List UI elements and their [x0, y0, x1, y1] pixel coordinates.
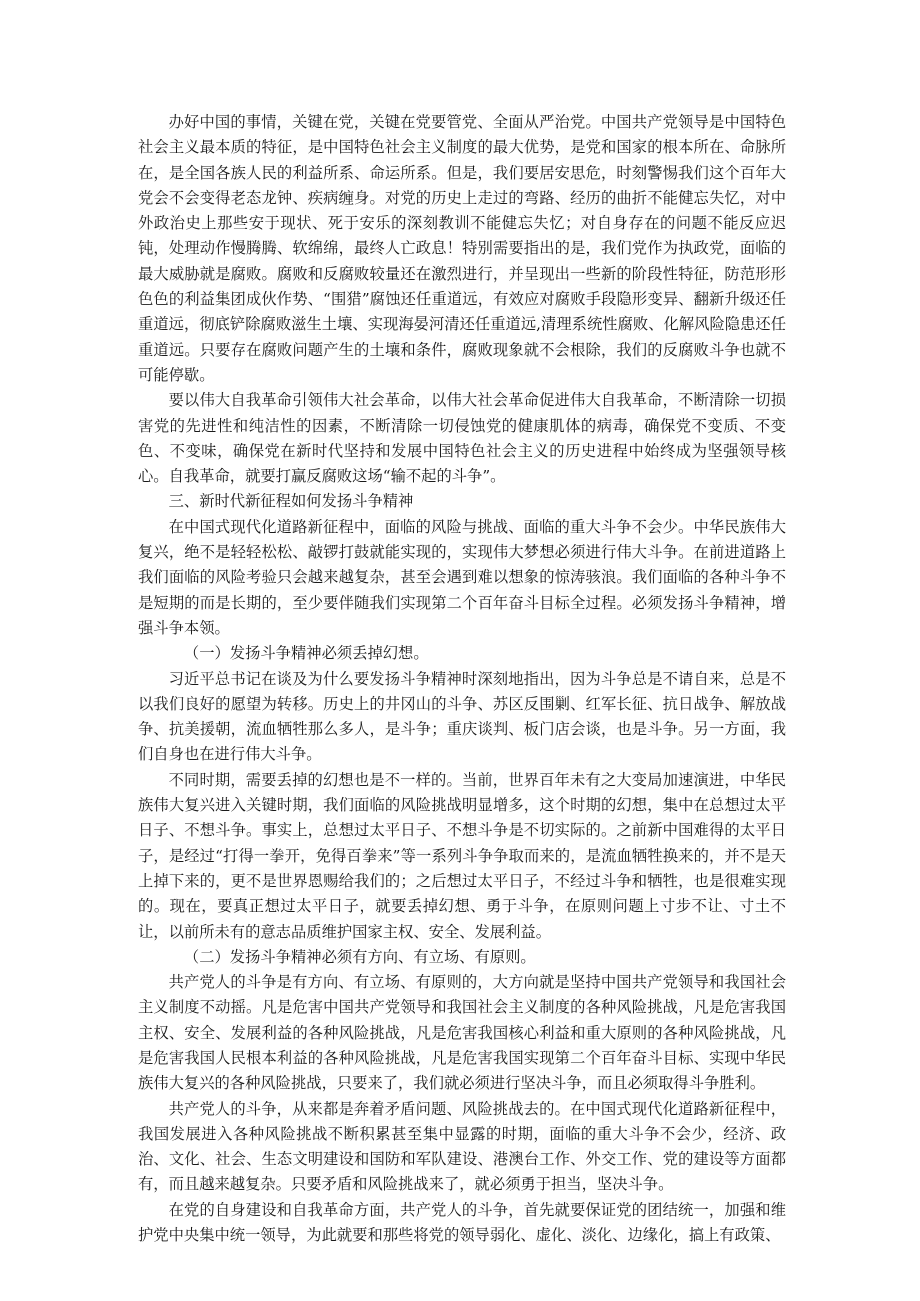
document-page — [138, 110, 786, 1248]
paragraph-self-revolution: 要以伟大自我革命引领伟大社会革命，以伟大社会革命促进伟大自我革命，不断清除一切损害党的先进性和纯洁性的因素，不断清除一切侵蚀党的健康肌体的病毒，确保党不变质、不变色、不变味，确保党在新时代坚持和发展中国特色社会主义的历史进程中始终成为坚强领导核心。自我革命，就要打赢反腐败这场“输不起的斗争”。 — [138, 391, 786, 486]
paragraph-illusions: 不同时期，需要丢掉的幻想也是不一样的。当前，世界百年未有之大变局加速演进，中华民族伟大复兴进入关键时期，我们面临的风险挑战明显增多，这个时期的幻想，集中在总想过太平日子、不想斗争。事实上，总想过太平日子、不想斗争是不切实际的。之前新中国难得的太平日子，是经过“打得一拳开，免得百拳来”等一系列斗争争取而来的，是流血牺牲换来的，并不是天上掉下来的，更不是世界恩赐给我们的；之后想过太平日子，不经过斗争和牺牲，也是很难实现的。现在，要真正想过太平日子，就要丢掉幻想、勇于斗争，在原则问题上寸步不让、寸土不让，以前所未有的意志品质维护国家主权、安全、发展利益。 — [138, 770, 786, 941]
paragraph-direction: 共产党人的斗争是有方向、有立场、有原则的，大方向就是坚持中国共产党领导和我国社会主义制度不动摇。凡是危害中国共产党领导和我国社会主义制度的各种风险挑战，凡是危害我国主权、安全、发展利益的各种风险挑战，凡是危害我国核心利益和重大原则的各种风险挑战，凡是危害我国人民根本利益的各种风险挑战，凡是危害我国实现第二个百年奋斗目标、实现中华民族伟大复兴的各种风险挑战，只要来了，我们就必须进行坚决斗争，而且必须取得斗争胜利。 — [138, 973, 786, 1093]
paragraph-contradictions: 共产党人的斗争，从来都是奔着矛盾问题、风险挑战去的。在中国式现代化道路新征程中，我国发展进入各种风险挑战不断积累甚至集中显露的时期，面临的重大斗争不会少，经济、政治、文化、社会、生态文明建设和国防和军队建设、港澳台工作、外交工作、党的建设等方面都有，而且越来越复杂。只要矛盾和风险挑战来了，就必须勇于担当，坚决斗争。 — [138, 1099, 786, 1194]
paragraph-new-journey: 在中国式现代化道路新征程中，面临的风险与挑战、面临的重大斗争不会少。中华民族伟大复兴，绝不是轻轻松松、敲锣打鼓就能实现的，实现伟大梦想必须进行伟大斗争。在前进道路上我们面临的风险考验只会越来越复杂，甚至会遇到难以想象的惊涛骇浪。我们面临的各种斗争不是短期的而是长期的，至少要伴随我们实现第二个百年奋斗目标全过程。必须发扬斗争精神，增强斗争本领。 — [138, 517, 786, 637]
paragraph-anticorruption: 办好中国的事情，关键在党，关键在党要管党、全面从严治党。中国共产党领导是中国特色社会主义最本质的特征，是中国特色社会主义制度的最大优势，是党和国家的根本所在、命脉所在，是全国各族人民的利益所系、命运所系。但是，我们要居安思危，时刻警惕我们这个百年大党会不会变得老态龙钟、疾病缠身。对党的历史上走过的弯路、经历的曲折不能健忘失忆，对中外政治史上那些安于现状、死于安乐的深刻教训不能健忘失忆；对自身存在的问题不能反应迟钝，处理动作慢腾腾、软绵绵，最终人亡政息！特别需要指出的是，我们党作为执政党，面临的最大威胁就是腐败。腐败和反腐败较量还在激烈进行，并呈现出一些新的阶段性特征，防范形形色色的利益集团成伙作势、“围猎”腐蚀还任重道远，有效应对腐败手段隐形变异、翻新升级还任重道远，彻底铲除腐败滋生土壤、实现海晏河清还任重道远,清理系统性腐败、化解风险隐患还任重道远。只要存在腐败问题产生的土壤和条件，腐败现象就不会根除，我们的反腐败斗争也就不可能停歇。 — [138, 113, 786, 384]
subheading-1: （一）发扬斗争精神必须丢掉幻想。 — [183, 644, 429, 663]
subheading-2: （二）发扬斗争精神必须有方向、有立场、有原则。 — [183, 947, 536, 966]
paragraph-struggle-history: 习近平总书记在谈及为什么要发扬斗争精神时深刻地指出，因为斗争总是不请自来，总是不以我们良好的愿望为转移。历史上的井冈山的斗争、苏区反围剿、红军长征、抗日战争、解放战争、抗美援朝，流血牺牲那么多人，是斗争；重庆谈判、板门店会谈，也是斗争。另一方面，我们自身也在进行伟大斗争。 — [138, 669, 786, 764]
paragraph-party-building: 在党的自身建设和自我革命方面，共产党人的斗争，首先就要保证党的团结统一，加强和维护党中央集中统一领导，为此就要和那些将党的领导弱化、虚化、淡化、边缘化，搞上有政策、 — [138, 1200, 786, 1245]
section-heading-3: 三、新时代新征程如何发扬斗争精神 — [168, 492, 414, 511]
